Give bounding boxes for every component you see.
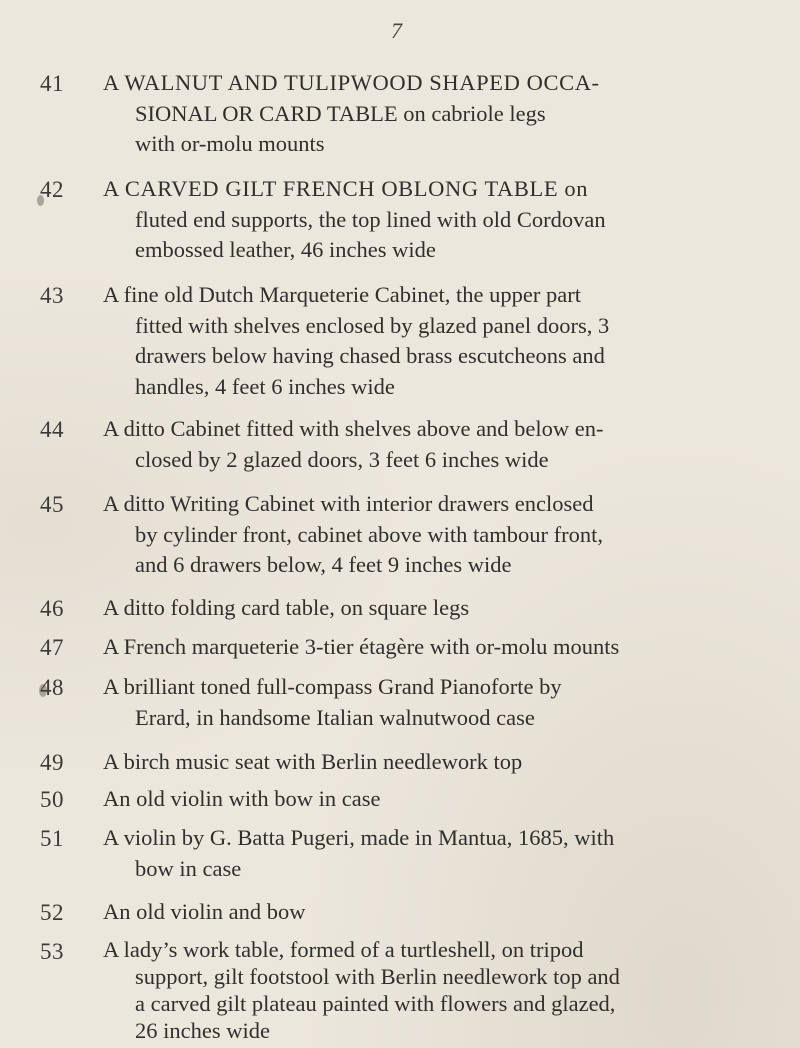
lot-number: 41 <box>40 71 64 96</box>
description-line: A ditto Writing Cabinet with interior drawers enclosed <box>103 491 594 516</box>
lot-number: 50 <box>40 787 64 812</box>
description-line: A lady’s work table, formed of a turtleshell, on tripod <box>103 937 584 962</box>
lot-number: 52 <box>40 900 64 925</box>
description-line: 26 inches wide <box>135 1018 270 1043</box>
description-line: by cylinder front, cabinet above with tambour front, <box>135 521 603 547</box>
description-line: embossed leather, 46 inches wide <box>135 237 436 262</box>
lot-description <box>103 489 763 581</box>
description-line: a carved gilt plateau painted with flowers and glazed, <box>135 991 616 1016</box>
lot-description <box>103 414 763 475</box>
lot-number: 47 <box>40 635 64 660</box>
lot-number: 49 <box>40 750 64 775</box>
description-line: handles, 4 feet 6 inches wide <box>135 373 395 399</box>
lot-description <box>103 784 763 815</box>
description-line: A brilliant toned full-compass Grand Pianoforte by <box>103 674 562 699</box>
description-line: support, gilt footstool with Berlin needlework top and <box>135 964 620 989</box>
description-line: A CARVED GILT FRENCH OBLONG TABLE on <box>103 176 589 201</box>
description-line: with or-molu mounts <box>135 131 325 156</box>
lot-number: 45 <box>40 492 64 517</box>
lot-description <box>103 897 763 928</box>
lot-description <box>103 174 763 266</box>
lot-number: 42 <box>40 177 64 202</box>
description-line: A birch music seat with Berlin needlework top <box>103 749 523 774</box>
lot-number: 53 <box>40 939 64 964</box>
lot-description <box>103 593 763 624</box>
description-line: and 6 drawers below, 4 feet 9 inches wide <box>135 552 512 577</box>
lot-description <box>103 672 763 733</box>
lot-description <box>103 68 763 160</box>
description-line: bow in case <box>135 855 242 881</box>
lot-number: 46 <box>40 596 64 621</box>
lot-number: 48 <box>40 675 64 700</box>
lot-description <box>103 747 763 778</box>
description-line: An old violin with bow in case <box>103 786 381 811</box>
description-line: Erard, in handsome Italian walnutwood case <box>135 704 535 730</box>
description-line: fluted end supports, the top lined with old Cordovan <box>135 206 606 232</box>
page-number: 7 <box>391 18 402 43</box>
description-line: SIONAL OR CARD TABLE on cabriole legs <box>135 100 546 126</box>
lot-description <box>103 280 763 402</box>
lot-number: 43 <box>40 283 64 308</box>
description-line: An old violin and bow <box>103 899 306 924</box>
lot-description <box>103 936 763 1044</box>
lot-number: 51 <box>40 826 64 851</box>
description-line: A French marqueterie 3-tier étagère with or-molu mounts <box>103 634 620 659</box>
description-line: fitted with shelves enclosed by glazed panel doors, 3 <box>135 312 610 338</box>
description-line: drawers below having chased brass escutcheons and <box>135 343 605 368</box>
lot-description <box>103 632 763 663</box>
lot-description <box>103 823 763 884</box>
description-line: A violin by G. Batta Pugeri, made in Mantua, 1685, with <box>103 825 615 850</box>
description-line: closed by 2 glazed doors, 3 feet 6 inches wide <box>135 446 549 472</box>
lot-number: 44 <box>40 417 64 442</box>
description-line: A ditto Cabinet fitted with shelves above and below en- <box>103 416 604 441</box>
description-line: A WALNUT AND TULIPWOOD SHAPED OCCA- <box>103 70 600 95</box>
description-line: A fine old Dutch Marqueterie Cabinet, the upper part <box>103 282 581 307</box>
description-line: A ditto folding card table, on square legs <box>103 595 470 620</box>
